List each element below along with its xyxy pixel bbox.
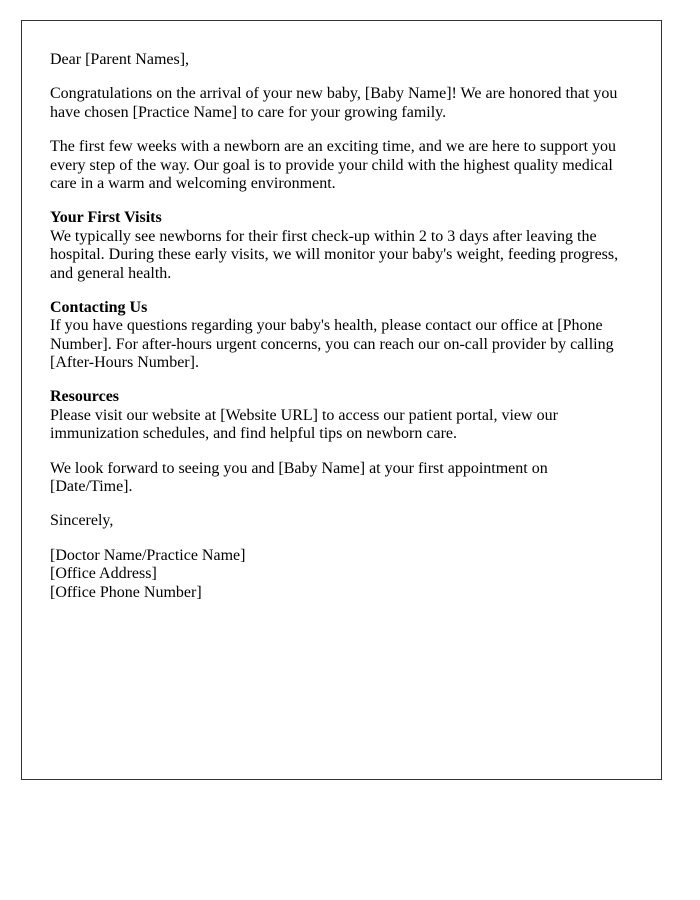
letter-paragraph: The first few weeks with a newborn are an exciting time, and we are here to support you every step of the way. Our goal is to provide your child with the highest quality medical care in a warm and welcoming environment. <box>50 138 617 192</box>
section-heading: Resources <box>50 388 120 406</box>
letter-paragraph: Sincerely, <box>50 512 114 530</box>
letter-paragraph: Contacting Us If you have questions regarding your baby's health, please contact our office at [Phone Number]. For after-hours urgent concerns, you can reach our on-call provider by calling [After-Hours Number]. <box>50 298 614 372</box>
letter-paragraph: We look forward to seeing you and [Baby Name] at your first appointment on [Date/Time]. <box>50 459 548 496</box>
letter-paragraph: Your First Visits We typically see newborns for their first check-up within 2 to 3 days after leaving the hospital. During these early visits, we will monitor your baby's weight, feeding progress, and general health. <box>50 209 619 282</box>
letter-paragraph: Resources Please visit our website at [Website URL] to access our patient portal, view our immunization schedules, and find helpful tips on newborn care. <box>50 388 558 443</box>
letter-paragraph: Dear [Parent Names], <box>50 51 190 68</box>
letter-content <box>50 51 633 602</box>
letter-page <box>21 20 662 780</box>
section-heading: Contacting Us <box>50 298 148 316</box>
letter-paragraph: Congratulations on the arrival of your new baby, [Baby Name]! We are honored that you have chosen [Practice Name] to care for your growing family. <box>50 85 618 121</box>
section-heading: Your First Visits <box>50 209 162 227</box>
letter-paragraph: [Doctor Name/Practice Name] [Office Address] [Office Phone Number] <box>50 546 246 601</box>
